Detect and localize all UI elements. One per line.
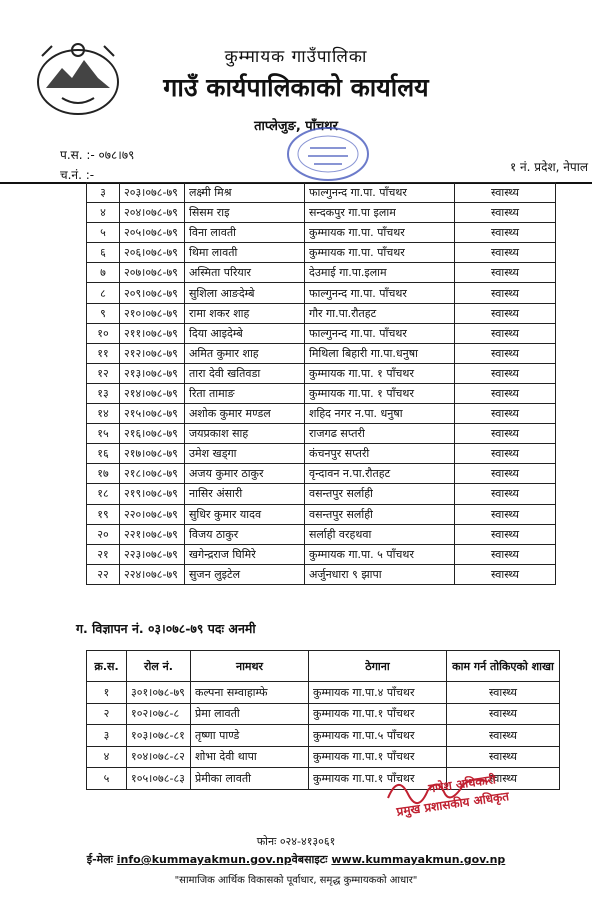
cell-serial: ५ bbox=[87, 223, 120, 243]
cell-roll-number: २०६।०७८-७९ bbox=[120, 243, 185, 263]
cell-name: अशोक कुमार मण्डल bbox=[185, 404, 305, 424]
signatory-name: गणेश अधिकारी bbox=[427, 772, 497, 796]
cell-branch: स्वास्थ्य bbox=[455, 424, 556, 444]
cell-address: सर्लाही वरहथवा bbox=[305, 524, 455, 544]
cell-address: कुम्मायक गा.पा. ५ पाँचथर bbox=[305, 544, 455, 564]
cell-roll-number: २०३।०७८-७९ bbox=[120, 183, 185, 203]
office-title: गाउँ कार्यपालिकाको कार्यालय bbox=[163, 73, 429, 102]
table-row bbox=[87, 444, 556, 464]
table-header-row bbox=[87, 651, 560, 682]
cell-name: अस्मिता परियार bbox=[185, 263, 305, 283]
cell-serial: २१ bbox=[87, 544, 120, 564]
cell-address: वसन्तपुर सर्लाही bbox=[305, 484, 455, 504]
cell-branch: स्वास्थ्य bbox=[455, 484, 556, 504]
section-heading-anmi: ग. विज्ञापन नं. ०३।०७८-७९ पदः अनमी bbox=[76, 621, 256, 636]
cell-serial: ३ bbox=[87, 183, 120, 203]
cell-address: कुम्मायक गा.पा. पाँचथर bbox=[305, 223, 455, 243]
website-link[interactable]: www.kummayakmun.gov.np bbox=[331, 853, 506, 866]
cell-address: वसन्तपुर सर्लाही bbox=[305, 504, 455, 524]
cell-address: कुम्मायक गा.पा. १ पाँचथर bbox=[305, 363, 455, 383]
cell-address: कुम्मायक गा.पा.१ पाँचथर bbox=[309, 746, 447, 768]
cell-name: प्रेमा लावती bbox=[191, 703, 309, 725]
cell-serial: १ bbox=[87, 682, 127, 704]
cell-address: फाल्गुनन्द गा.पा. पाँचथर bbox=[305, 283, 455, 303]
cell-name: उमेश खड्गा bbox=[185, 444, 305, 464]
cell-roll-number: २०५।०७८-७९ bbox=[120, 223, 185, 243]
cell-roll-number: २०७।०७८-७९ bbox=[120, 263, 185, 283]
table-row bbox=[87, 223, 556, 243]
column-header-branch: काम गर्न तोकिएको शाखा bbox=[447, 651, 560, 682]
table-row bbox=[87, 243, 556, 263]
cell-roll-number: १०४।०७८-८२ bbox=[127, 746, 191, 768]
cell-name: तारा देवी खतिवडा bbox=[185, 363, 305, 383]
table-row bbox=[87, 263, 556, 283]
table-row bbox=[87, 484, 556, 504]
cell-branch: स्वास्थ्य bbox=[455, 383, 556, 403]
cell-address: फाल्गुनन्द गा.पा. पाँचथर bbox=[305, 183, 455, 203]
cell-branch: स्वास्थ्य bbox=[447, 725, 560, 747]
cell-serial: ६ bbox=[87, 243, 120, 263]
cell-address: कुम्मायक गा.पा.१ पाँचथर bbox=[309, 768, 447, 790]
cell-name: सुधिर कुमार यादव bbox=[185, 504, 305, 524]
cell-serial: ४ bbox=[87, 203, 120, 223]
cell-name: अमित कुमार शाह bbox=[185, 343, 305, 363]
cell-name: थिमा लावती bbox=[185, 243, 305, 263]
cell-serial: ८ bbox=[87, 283, 120, 303]
email-link[interactable]: info@kummayakmun.gov.np bbox=[116, 853, 292, 866]
cell-serial: २० bbox=[87, 524, 120, 544]
cell-branch: स्वास्थ्य bbox=[455, 343, 556, 363]
cell-serial: ५ bbox=[87, 768, 127, 790]
province-address: १ नं. प्रदेश, नेपाल bbox=[509, 160, 588, 174]
cell-name: नासिर अंसारी bbox=[185, 484, 305, 504]
cell-address: फाल्गुनन्द गा.पा. पाँचथर bbox=[305, 323, 455, 343]
cell-serial: १४ bbox=[87, 404, 120, 424]
cell-branch: स्वास्थ्य bbox=[455, 303, 556, 323]
cell-roll-number: २१६।०७८-७९ bbox=[120, 424, 185, 444]
cell-address: कुम्मायक गा.पा.४ पाँचथर bbox=[309, 682, 447, 704]
cell-roll-number: १०२।०७८-८ bbox=[127, 703, 191, 725]
cell-branch: स्वास्थ्य bbox=[447, 682, 560, 704]
footer-contact bbox=[0, 852, 592, 867]
footer-slogan: "सामाजिक आर्थिक विकासको पूर्वाधार, समृद्ध कुम्मायकको आधार" bbox=[174, 875, 418, 886]
cell-roll-number: २११।०७८-७९ bbox=[120, 323, 185, 343]
cell-serial: ४ bbox=[87, 746, 127, 768]
cell-roll-number: २२४।०७८-७९ bbox=[120, 564, 185, 584]
cell-roll-number: १०५।०७८-८३ bbox=[127, 768, 191, 790]
cell-roll-number: २१०।०७८-७९ bbox=[120, 303, 185, 323]
cell-address: अर्जुनधारा ९ झापा bbox=[305, 564, 455, 584]
cell-serial: १६ bbox=[87, 444, 120, 464]
cell-name: विजय ठाकुर bbox=[185, 524, 305, 544]
cell-address: कुम्मायक गा.पा.५ पाँचथर bbox=[309, 725, 447, 747]
table-row bbox=[87, 323, 556, 343]
table-row bbox=[87, 363, 556, 383]
cell-name: कल्पना सम्वाहाम्फे bbox=[191, 682, 309, 704]
table-row bbox=[87, 343, 556, 363]
dispatch-number: च.नं. :- bbox=[60, 168, 95, 182]
cell-roll-number: १०३।०७८-८१ bbox=[127, 725, 191, 747]
cell-address: गौर गा.पा.रौतहट bbox=[305, 303, 455, 323]
cell-branch: स्वास्थ्य bbox=[455, 524, 556, 544]
table-row bbox=[87, 464, 556, 484]
cell-serial: ३ bbox=[87, 725, 127, 747]
cell-branch: स्वास्थ्य bbox=[455, 283, 556, 303]
table-row bbox=[87, 504, 556, 524]
district-address: ताप्लेजुङ, पाँचथर bbox=[254, 119, 338, 134]
cell-roll-number: २१७।०७८-७९ bbox=[120, 444, 185, 464]
cell-roll-number: २१५।०७८-७९ bbox=[120, 404, 185, 424]
cell-roll-number: २१३।०७८-७९ bbox=[120, 363, 185, 383]
signatory-title: प्रमुख प्रशासकीय अधिकृत bbox=[395, 789, 510, 819]
cell-roll-number: २१९।०७८-७९ bbox=[120, 484, 185, 504]
cell-name: खगेन्द्रराज घिमिरे bbox=[185, 544, 305, 564]
cell-serial: १० bbox=[87, 323, 120, 343]
cell-branch: स्वास्थ्य bbox=[455, 363, 556, 383]
cell-address: देउमाई गा.पा.इलाम bbox=[305, 263, 455, 283]
footer-phone: फोनः ०२४-४१३०६१ bbox=[256, 835, 336, 848]
cell-name: दिया आइदेम्बे bbox=[185, 323, 305, 343]
cell-name: सुशिला आङदेम्बे bbox=[185, 283, 305, 303]
table-row bbox=[87, 424, 556, 444]
cell-serial: १३ bbox=[87, 383, 120, 403]
cell-roll-number: २०९।०७८-७९ bbox=[120, 283, 185, 303]
cell-name: रिता तामाङ bbox=[185, 383, 305, 403]
cell-address: कंचनपुर सप्तरी bbox=[305, 444, 455, 464]
column-header-serial: क्र.स. bbox=[87, 651, 127, 682]
cell-branch: स्वास्थ्य bbox=[455, 203, 556, 223]
cell-address: वृन्दावन न.पा.रौतहट bbox=[305, 464, 455, 484]
cell-roll-number: ३०१।०७८-७९ bbox=[127, 682, 191, 704]
cell-address: शहिद नगर न.पा. धनुषा bbox=[305, 404, 455, 424]
table-row bbox=[87, 303, 556, 323]
cell-branch: स्वास्थ्य bbox=[455, 564, 556, 584]
cell-name: लक्ष्मी मिश्र bbox=[185, 183, 305, 203]
table-row bbox=[87, 544, 556, 564]
table-row bbox=[87, 746, 560, 768]
cell-branch: स्वास्थ्य bbox=[455, 223, 556, 243]
cell-address: सन्दकपुर गा.पा इलाम bbox=[305, 203, 455, 223]
cell-roll-number: २१२।०७८-७९ bbox=[120, 343, 185, 363]
cell-serial: १९ bbox=[87, 504, 120, 524]
cell-address: मिथिला बिहारी गा.पा.धनुषा bbox=[305, 343, 455, 363]
cell-name: अजय कुमार ठाकुर bbox=[185, 464, 305, 484]
cell-serial: २ bbox=[87, 703, 127, 725]
cell-branch: स्वास्थ्य bbox=[455, 323, 556, 343]
cell-roll-number: २२१।०७८-७९ bbox=[120, 524, 185, 544]
municipality-name: कुम्मायक गाउँपालिका bbox=[224, 47, 368, 67]
cell-branch: स्वास्थ्य bbox=[455, 464, 556, 484]
cell-branch: स्वास्थ्य bbox=[455, 263, 556, 283]
cell-address: कुम्मायक गा.पा. १ पाँचथर bbox=[305, 383, 455, 403]
cell-branch: स्वास्थ्य bbox=[447, 768, 560, 790]
cell-branch: स्वास्थ्य bbox=[455, 444, 556, 464]
cell-serial: १७ bbox=[87, 464, 120, 484]
cell-serial: ९ bbox=[87, 303, 120, 323]
table-row bbox=[87, 383, 556, 403]
table-row bbox=[87, 404, 556, 424]
cell-address: कुम्मायक गा.पा. पाँचथर bbox=[305, 243, 455, 263]
cell-name: तृष्णा पाण्डे bbox=[191, 725, 309, 747]
cell-branch: स्वास्थ्य bbox=[455, 544, 556, 564]
cell-roll-number: २२३।०७८-७९ bbox=[120, 544, 185, 564]
table-row bbox=[87, 703, 560, 725]
column-header-name: नामथर bbox=[191, 651, 309, 682]
cell-name: प्रेमीका लावती bbox=[191, 768, 309, 790]
cell-roll-number: २०४।०७८-७९ bbox=[120, 203, 185, 223]
cell-branch: स्वास्थ्य bbox=[455, 243, 556, 263]
table-row bbox=[87, 203, 556, 223]
cell-branch: स्वास्थ्य bbox=[447, 703, 560, 725]
selected-candidates-table-continued bbox=[86, 182, 556, 585]
cell-address: राजगढ सप्तरी bbox=[305, 424, 455, 444]
cell-name: सिसम राइ bbox=[185, 203, 305, 223]
cell-branch: स्वास्थ्य bbox=[455, 183, 556, 203]
cell-serial: १८ bbox=[87, 484, 120, 504]
cell-roll-number: २१४।०७८-७९ bbox=[120, 383, 185, 403]
website-label: वेबसाइटः bbox=[291, 853, 328, 866]
table-row bbox=[87, 564, 556, 584]
cell-serial: १२ bbox=[87, 363, 120, 383]
cell-branch: स्वास्थ्य bbox=[455, 404, 556, 424]
reference-number: प.स. :- ०७८।७९ bbox=[60, 148, 135, 162]
cell-branch: स्वास्थ्य bbox=[455, 504, 556, 524]
table-row bbox=[87, 524, 556, 544]
cell-serial: ११ bbox=[87, 343, 120, 363]
table-row bbox=[87, 283, 556, 303]
column-header-roll: रोल नं. bbox=[127, 651, 191, 682]
cell-name: शोभा देवी थापा bbox=[191, 746, 309, 768]
cell-serial: २२ bbox=[87, 564, 120, 584]
cell-name: रामा शकर शाह bbox=[185, 303, 305, 323]
cell-address: कुम्मायक गा.पा.१ पाँचथर bbox=[309, 703, 447, 725]
office-seal-stamp bbox=[280, 124, 376, 184]
table-row bbox=[87, 682, 560, 704]
table-row bbox=[87, 183, 556, 203]
cell-name: जयप्रकाश साह bbox=[185, 424, 305, 444]
table-row bbox=[87, 725, 560, 747]
cell-serial: ७ bbox=[87, 263, 120, 283]
cell-roll-number: २१८।०७८-७९ bbox=[120, 464, 185, 484]
cell-roll-number: २२०।०७८-७९ bbox=[120, 504, 185, 524]
cell-serial: १५ bbox=[87, 424, 120, 444]
email-label: ई-मेलः bbox=[86, 853, 113, 866]
column-header-address: ठेगाना bbox=[309, 651, 447, 682]
cell-branch: स्वास्थ्य bbox=[447, 746, 560, 768]
cell-name: विना लावती bbox=[185, 223, 305, 243]
cell-name: सुजन लुइटेल bbox=[185, 564, 305, 584]
